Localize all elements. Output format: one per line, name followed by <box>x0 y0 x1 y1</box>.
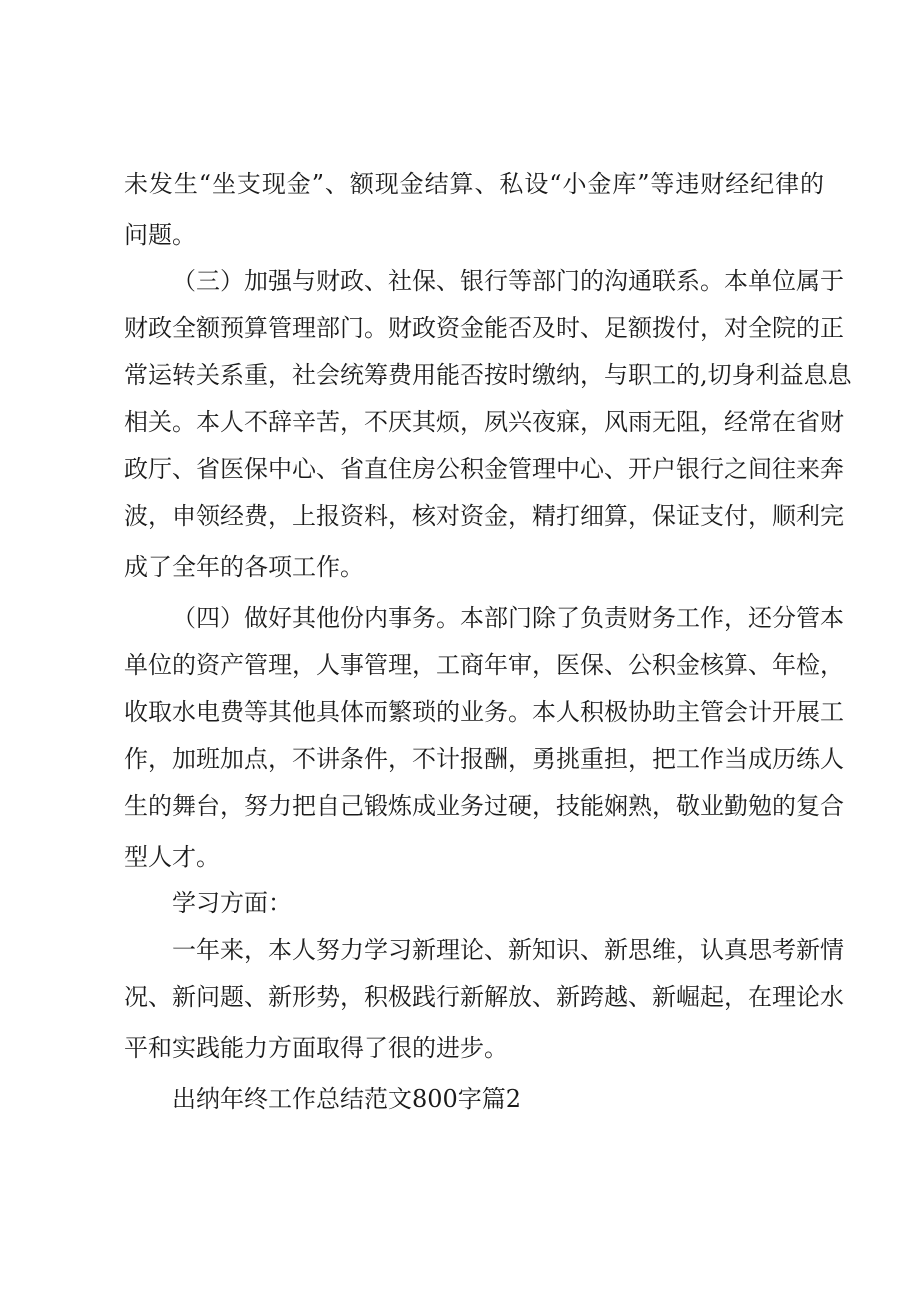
paragraph-1-line-2: 问题。 <box>124 221 196 249</box>
paragraph-2-line-7: 成了全年的各项工作。 <box>124 553 364 581</box>
paragraph-2-line-3: 常运转关系重，社会统筹费用能否按时缴纳，与职工的,切身利益息息 <box>124 361 852 389</box>
section-heading-study: 学习方面： <box>172 889 292 917</box>
paragraph-3-line-4: 作，加班加点，不讲条件，不计报酬，勇挑重担，把工作当成历练人 <box>124 745 844 773</box>
paragraph-2-line-1: （三）加强与财政、社保、银行等部门的沟通联系。本单位属于 <box>172 267 844 295</box>
paragraph-4-line-2: 况、新问题、新形势，积极践行新解放、新跨越、新崛起，在理论水 <box>124 983 844 1011</box>
paragraph-4-line-3: 平和实践能力方面取得了很的进步。 <box>124 1034 508 1062</box>
paragraph-2-line-2: 财政全额预算管理部门。财政资金能否及时、足额拨付，对全院的正 <box>124 314 844 342</box>
paragraph-3-line-6: 型人才。 <box>124 843 220 871</box>
paragraph-3-line-3: 收取水电费等其他具体而繁琐的业务。本人积极协助主管会计开展工 <box>124 698 844 726</box>
next-article-title: 出纳年终工作总结范文800字篇2 <box>172 1085 522 1113</box>
paragraph-1-line-1: 未发生“坐支现金”、额现金结算、私设“小金库”等违财经纪律的 <box>124 170 824 198</box>
paragraph-3-line-1: （四）做好其他份内事务。本部门除了负责财务工作，还分管本 <box>172 604 844 632</box>
paragraph-3-line-2: 单位的资产管理，人事管理，工商年审，医保、公积金核算、年检， <box>124 651 844 679</box>
paragraph-3-line-5: 生的舞台，努力把自己锻炼成业务过硬，技能娴熟，敬业勤勉的复合 <box>124 792 844 820</box>
paragraph-2-line-4: 相关。本人不辞辛苦，不厌其烦，夙兴夜寐，风雨无阻，经常在省财 <box>124 408 844 436</box>
paragraph-4-line-1: 一年来，本人努力学习新理论、新知识、新思维，认真思考新情 <box>172 936 844 964</box>
paragraph-2-line-6: 波，申领经费，上报资料，核对资金，精打细算，保证支付，顺利完 <box>124 502 844 530</box>
paragraph-2-line-5: 政厅、省医保中心、省直住房公积金管理中心、开户银行之间往来奔 <box>124 455 844 483</box>
